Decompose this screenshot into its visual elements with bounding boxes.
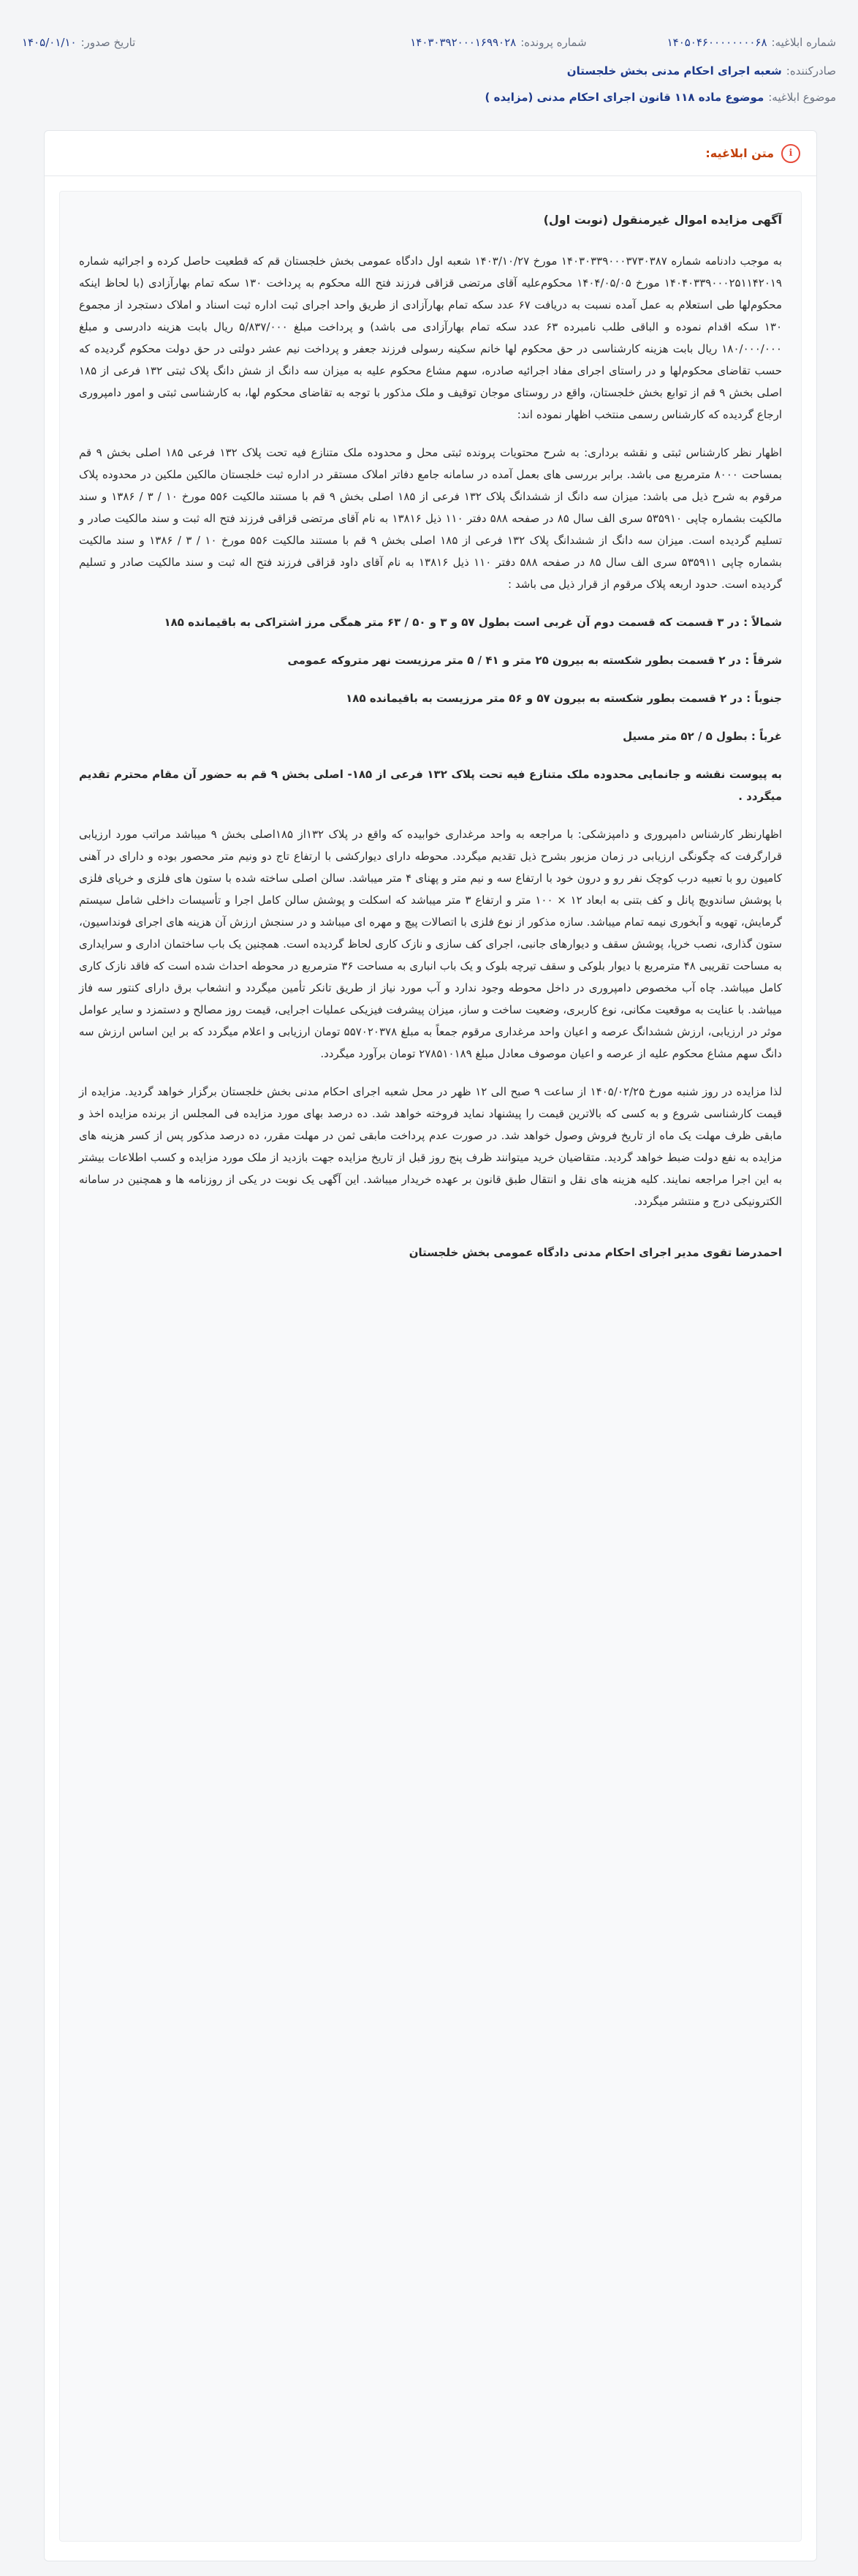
issuer-label: صادرکننده:: [786, 64, 836, 78]
auction-title: آگهی مزایده اموال غیرمنقول (نوبت اول): [543, 213, 782, 227]
expert-opinion-paragraph: اظهار نظر کارشناس ثبتی و نقشه برداری: به شرح محتویات پرونده ثبتی محل و محدوده ملک متنازع فیه تحت پلاک ۱۳۲ فرعی ۱۸۵ اصلی بخش ۹ قم بمساحت ۸۰۰۰ مترمربع می باشد. برابر بررسی های بعمل آمده در سامانه جامع دفاتر املاک مستقر در اداره ثبت خلجستان مالکین ملکین در محدوده پلاک مرقوم به شرح ذیل می باشد: میزان سه دانگ از ششدانگ پلاک ۱۳۲ فرعی از ۱۸۵ اصلی بخش ۹ قم با مستند مالکیت ۵۵۶ مورخ ۱۰ / ۳ / ۱۳۸۶ و سند مالکیت بشماره چاپی ۵۳۵۹۱۰ سری الف سال ۸۵ در صفحه ۵۸۸ دفتر ۱۱۰ ذیل ۱۳۸۱۶ به نام آقای مرتضی قزاقی فرزند فتح اله ثبت و سند مالکیت صادر و تسلیم گردیده است. میزان سه دانگ از ششدانگ پلاک ۱۳۲ فرعی از ۱۸۵ اصلی بخش ۹ قم با مستند مالکیت ۵۵۶ مورخ ۱۰ / ۳ / ۱۳۸۶ و سند مالکیت بشماره چاپی ۵۳۵۹۱۱ سری الف سال ۸۵ در صفحه ۵۸۸ دفتر ۱۱۰ ذیل ۱۳۸۱۶ به نام آقای داود قزاقی فرزند فتح اله ثبت و سند مالکیت صادر و تسلیم گردیده است. حدود اربعه پلاک مرقوم از قرار ذیل می باشد :: [79, 446, 783, 591]
boundary-east: شرقاً : در ۲ قسمت بطور شکسته به بیرون ۲۵ متر و ۴۱ / ۵ متر مرزیست نهر متروکه عمومی: [287, 654, 782, 667]
subject-row: [22, 91, 836, 104]
notice-meta-row: [22, 34, 836, 51]
notice-number-label: شماره ابلاغیه:: [771, 36, 836, 49]
boundary-south: جنوباً : در ۲ قسمت بطور شکسته به بیرون ۵۷ و ۵۶ متر مرزیست به باقیمانده ۱۸۵: [346, 692, 782, 705]
issue-date-value: ۱۴۰۵/۰۱/۱۰: [22, 36, 77, 49]
notice-number: [667, 36, 836, 49]
case-number-label: شماره پرونده:: [520, 36, 587, 49]
map-note: به پیوست نقشه و جانمایی محدوده ملک متنازع فیه تحت پلاک ۱۳۲ فرعی از ۱۸۵- اصلی بخش ۹ قم به حضور آن مقام محترم تقدیم میگردد .: [79, 768, 782, 803]
livestock-expert-paragraph: اظهارنظر کارشناس دامپروری و دامپزشکی: با مراجعه به واحد مرغداری خوابیده که واقع در پلاک ۱۳۲از ۱۸۵اصلی بخش ۹ میباشد مراتب مورد ارزیابی قرارگرفت که چگونگی ارزیابی در زمان مزبور بشرح ذیل تقدیم میگردد. محوطه دارای دیوارکشی با ارتفاع تاج دو ونیم متر محصور بوده و دارای در آهنی کامیون رو با تعبیه درب کوچک نفر رو و درون خود با ارتفاع سه و نیم متر و پهنای ۴ متر میباشد. سالن اصلی ساخته شده با ستون های فلزی و خرپای فلزی با پوشش ساندویچ پانل و کف بتنی به ابعاد ۱۲ × ۱۰۰ متر و ارتفاع ۳ متر میباشد که اسکلت و پوشش سالن کامل اجرا و تأسیسات داخلی شامل سیستم گرمایش، تهویه و آبخوری نیمه تمام میباشد. سازه مذکور از نوع فلزی با اتصالات پیچ و مهره ای میباشد و در سنجش ارزش آن هزینه های اجرای فونداسیون، ستون گذاری، نصب خرپا، پوشش سقف و دیوارهای جانبی، اجرای کف سازی و نازک کاری لحاظ گردیده است. همچنین یک باب ساختمان اداری و سرایداری به مساحت تقریبی ۴۸ مترمربع با دیوار بلوکی و سقف تیرچه بلوک و یک باب انباری به مساحت ۳۶ مترمربع در محوطه احداث شده است که فاقد نازک کاری کامل میباشد. چاه آب مخصوص دامپروری در داخل محوطه وجود ندارد و آب مورد نیاز از طریق تانکر تأمین میگردد و انشعاب برق دارای کنتور سه فاز میباشد. با عنایت به موقعیت مکانی، نوع کاربری، وضعیت ساخت و ساز، میزان پیشرفت فیزیکی عملیات اجرایی، قیمت روز مصالح و دستمزد و سایر عوامل موثر در ارزیابی، ارزش ششدانگ عرصه و اعیان واحد مرغداری مرقوم جمعاً به مبلغ ۵۵۷۰۲۰۳۷۸ تومان ارزیابی و اعلام میگردد که بر این اساس ارزش سه دانگ سهم مشاع محکوم علیه از عرصه و اعیان موصوف معادل مبلغ ۲۷۸۵۱۰۱۸۹ تومان برآورد میگردد.: [79, 828, 783, 1060]
issue-date: [22, 36, 135, 49]
signature: احمدرضا تقوی مدیر اجرای احکام مدنی دادگاه عمومی بخش خلجستان: [409, 1246, 782, 1259]
case-number-value: ۱۴۰۳۰۳۹۲۰۰۰۱۶۹۹۰۲۸: [410, 36, 517, 49]
notice-number-value: ۱۴۰۵۰۴۶۰۰۰۰۰۰۰۰۶۸: [667, 36, 767, 49]
notice-text-card: [44, 130, 817, 2561]
notice-text-label: متن ابلاغیه:: [705, 146, 774, 160]
subject-label: موضوع ابلاغیه:: [768, 91, 836, 104]
info-icon: ℹ: [781, 144, 800, 163]
issuer-value: شعبه اجرای احکام مدنی بخش خلجستان: [566, 64, 782, 78]
notice-text-card-header: [45, 131, 816, 176]
case-number: [410, 36, 586, 49]
intro-paragraph: به موجب دادنامه شماره ۱۴۰۳۰۳۳۹۰۰۰۳۷۳۰۳۸۷ مورخ ۱۴۰۳/۱۰/۲۷ شعبه اول دادگاه عمومی بخش خلجستان قم که قطعیت حاصل کرده و اجرائیه شماره ۱۴۰۴۰۳۳۹۰۰۰۲۵۱۱۴۲۰۱۹ مورخ ۱۴۰۴/۰۵/۰۵ محکوم‌علیه آقای مرتضی قزاقی فرزند فتح الله محکوم به پرداخت ۱۳۰ سکه تمام بهارآزادی (با لحاظ اینکه محکوم‌لها طی استعلام به عمل آمده نسبت به دریافت ۶۷ عدد سکه تمام بهارآزادی از طریق واحد اجرای ثبت اداره ثبت اسناد و املاک دستجرد از مجموع ۱۳۰ سکه اقدام نموده و الباقی طلب نامبرده ۶۳ عدد سکه تمام بهارآزادی می باشد) و پرداخت مبلغ ۵/۸۳۷/۰۰۰ ریال بابت هزینه دادرسی و مبلغ ۱۸۰/۰۰۰/۰۰۰ ریال بابت هزینه کارشناسی در حق محکوم لها خانم سکینه رسولی فرزند جعفر و پرداخت نیم عشر دولتی در حق دولت محکوم گردیده که حسب تقاضای محکوم‌لها و در راستای اجرای مفاد اجرائیه صادره، سهم مشاع محکوم علیه به میزان سه دانگ از شش دانگ پلاک ثبتی ۱۳۲ فرعی از ۱۸۵ اصلی بخش ۹ قم از توابع بخش خلجستان، واقع در روستای موجان توقیف و ملک مذکور با توجه به تقاضای محکوم لها، به کارشناسی ثبتی و امور دامپروری ارجاع گردیده که کارشناس رسمی منتخب اظهار نموده اند:: [79, 254, 783, 421]
issuer-row: [22, 64, 836, 78]
subject-value: موضوع ماده ۱۱۸ قانون اجرای احکام مدنی (مزایده ): [485, 91, 764, 104]
boundary-north: شمالاً : در ۳ قسمت که قسمت دوم آن غربی است بطول ۵۷ و ۳ و ۵۰ / ۶۳ متر همگی مرز اشتراکی به باقیمانده ۱۸۵: [164, 616, 782, 629]
notice-header: [0, 0, 858, 117]
notice-body: [59, 191, 802, 2542]
auction-terms-paragraph: لذا مزایده در روز شنبه مورخ ۱۴۰۵/۰۲/۲۵ از ساعت ۹ صبح الی ۱۲ ظهر در محل شعبه اجرای احکام مدنی بخش خلجستان برگزار خواهد گردید. مزایده از قیمت کارشناسی شروع و به کسی که بالاترین قیمت را پیشنهاد نماید فروخته خواهد شد. ده درصد بهای مورد مزایده فی المجلس از برنده مزایده اخذ و مابقی ظرف مهلت یک ماه از تاریخ فروش وصول خواهد شد. در صورت عدم پرداخت مابقی ثمن در مهلت مقرر، ده درصد مذکور پس از کسر هزینه های مزایده به نفع دولت ضبط خواهد گردید. متقاضیان خرید میتوانند ظرف پنج روز قبل از تاریخ مزایده جهت بازدید از ملک مورد مزایده و کسب اطلاعات بیشتر به این اجرا مراجعه نمایند. کلیه هزینه های نقل و انتقال طبق قانون بر عهده خریدار میباشد. این آگهی یک نوبت در یکی از روزنامه ها و همچنین در سامانه الکترونیکی درج و منتشر میگردد.: [79, 1085, 782, 1208]
issue-date-label: تاریخ صدور:: [80, 36, 136, 49]
boundary-west: غرباً : بطول ۵ / ۵۲ متر مسیل: [623, 730, 782, 743]
